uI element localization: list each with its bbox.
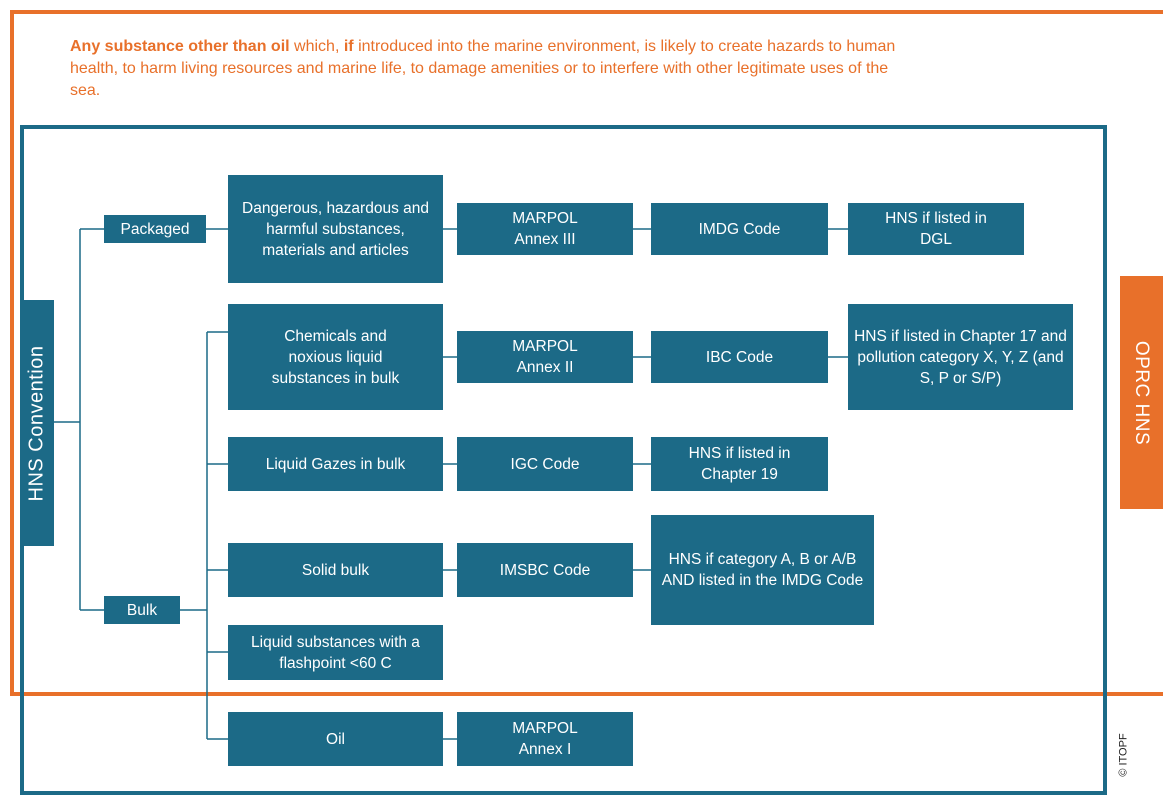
solid-bulk-label: Solid bulk: [301, 561, 370, 579]
hns-chapter19-result-label: HNS if listed in Chapter 19: [688, 445, 791, 483]
hns-dgl-result-label: HNS if listed in DGL: [885, 210, 987, 248]
flashpoint-liquids-label: Liquid substances with a flashpoint <60 C: [251, 633, 420, 672]
definition-text-b: introduced into the marine environment, is likely to create hazards to human health, to harm living resources and marine life, to damage amenities or to interfere with other legitimate uses of the sea.: [70, 38, 896, 99]
ibc-code-label: IBC Code: [705, 348, 774, 366]
chemicals-label: Chemicals and noxious liquid substances in bulk: [271, 327, 400, 387]
hns-convention-label: [20, 300, 54, 546]
marpol-annex-ii-label: MARPOL Annex II: [512, 338, 578, 376]
hns-category-result-label: HNS if category A, B or A/B AND listed in the IMDG Code: [661, 551, 864, 589]
definition-lead: Any substance other than oil: [70, 38, 290, 55]
liquid-gases-label: Liquid Gazes in bulk: [265, 455, 406, 473]
imsbc-code-node: [457, 543, 633, 597]
hns-chapter19-result-node: [651, 437, 828, 491]
imdg-code-node: [651, 203, 828, 255]
bulk-node: [104, 596, 180, 624]
dangerous-substances-label: Dangerous, hazardous and harmful substances, materials and articles: [242, 199, 429, 259]
hns-dgl-result-node: [848, 203, 1024, 255]
liquid-gases-node: [228, 437, 443, 491]
packaged-node: [104, 215, 206, 243]
flashpoint-liquids-node: [228, 625, 443, 680]
oprc-hns-label: [1120, 276, 1163, 509]
solid-bulk-node: [228, 543, 443, 597]
igc-code-label: IGC Code: [510, 455, 580, 473]
marpol-annex-i-label: MARPOL Annex I: [512, 720, 578, 758]
igc-code-node: [457, 437, 633, 491]
definition-text-a: which,: [289, 38, 344, 55]
marpol-annex-iii-node: [457, 203, 633, 255]
definition-if: if: [343, 38, 354, 55]
hns-chapter17-result-node: [848, 304, 1073, 410]
oil-node: [228, 712, 443, 766]
chemicals-node: [228, 304, 443, 410]
hns-chapter17-result-label: HNS if listed in Chapter 17 and pollution category X, Y, Z (and S, P or S/P): [854, 327, 1067, 387]
hns-convention-text: HNS Convention: [25, 345, 48, 501]
imsbc-code-label: IMSBC Code: [499, 561, 591, 579]
marpol-annex-ii-node: [457, 331, 633, 383]
ibc-code-node: [651, 331, 828, 383]
dangerous-substances-node: [228, 175, 443, 283]
packaged-label: Packaged: [120, 220, 190, 238]
itopf-credit: [1112, 730, 1136, 780]
oil-label: Oil: [326, 730, 345, 748]
bulk-label: Bulk: [126, 601, 158, 619]
marpol-annex-iii-label: MARPOL Annex III: [512, 210, 578, 248]
itopf-credit-text: © ITOPF: [1118, 733, 1131, 777]
hns-category-result-node: [651, 515, 874, 625]
oprc-hns-text: OPRC HNS: [1131, 340, 1153, 445]
imdg-code-label: IMDG Code: [698, 220, 781, 238]
marpol-annex-i-node: [457, 712, 633, 766]
